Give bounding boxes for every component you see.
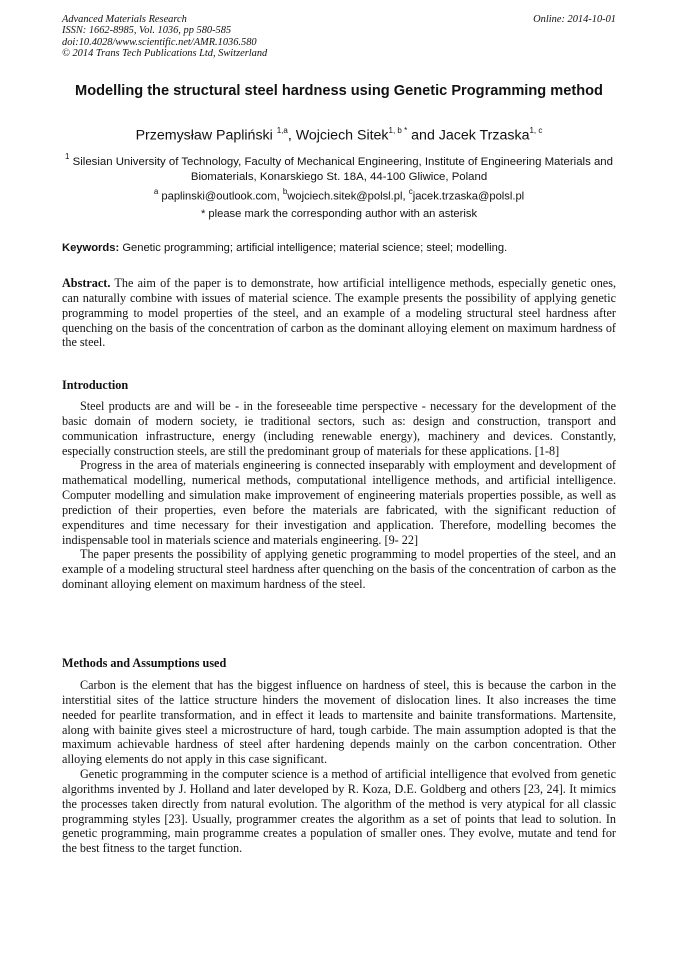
affiliation-text: Silesian University of Technology, Faculty of Mechanical Engineering, Institute of Engineering Materials and Biomaterials, Konarskiego St. 18A, 44-100 Gliwice, Poland bbox=[72, 155, 613, 183]
paragraph: Progress in the area of materials engineering is connected inseparably with employment and development of mathematical modelling, numerical methods, computational intelligence methods, and artificial intelligence. Computer modelling and simulation make improvement of engineering materials properties possible, as well as prediction of their properties, even before the materials are fabricated, with the significant reduction of expenditures and time necessary for their investigation and application. Therefore, modelling becomes the indispensable tool in materials science and materials engineering. [9- 22] bbox=[62, 458, 616, 547]
affiliation-sup: 1 bbox=[65, 152, 70, 161]
journal-issn: ISSN: 1662-8985, Vol. 1036, pp 580-585 bbox=[62, 25, 232, 37]
journal-info bbox=[62, 14, 267, 59]
journal-doi: doi:10.4028/www.scientific.net/AMR.1036.580 bbox=[62, 36, 257, 48]
paragraph: Steel products are and will be - in the foreseeable time perspective - necessary for the development of the basic domain of modern society, ie traditional sectors, such as: design and construction, transport and communication infrastructure, energy (including renewable energy), machinery and devices. Constantly, especially construction steels, are still the predominant group of materials for these applications. [1-8] bbox=[62, 399, 616, 458]
affiliation bbox=[62, 150, 616, 185]
corresponding-note: * please mark the corresponding author with an asterisk bbox=[200, 208, 478, 220]
keywords-text: Genetic programming; artificial intelligence; material science; steel; modelling. bbox=[122, 242, 508, 254]
journal-name: Advanced Materials Research bbox=[62, 14, 187, 25]
author-sup: 1, c bbox=[529, 126, 543, 135]
section-methods bbox=[62, 678, 616, 856]
author-sup: 1,a bbox=[276, 126, 288, 135]
email-sup: c bbox=[408, 187, 413, 196]
keywords-label: Keywords: bbox=[62, 242, 120, 254]
author-emails bbox=[62, 186, 616, 204]
paragraph: Genetic programming in the computer science is a method of artificial intelligence that evolved from genetic algorithms invented by J. Holland and later developed by R. Koza, D.E. Goldberg and others [23, 24]. It mimics the processes taken directly from natural evolution. The algorithm of the method is very atypical for all classic programming styles [23]. Usually, programmer creates the algorithm as a set of points that lead to solution. In genetic programming, main programme creates a population of smaller ones. They evolve, mutate and tend for the best fitness to the target function. bbox=[62, 767, 616, 856]
author-name: Przemysław Papliński bbox=[135, 127, 273, 144]
email-link[interactable]: wojciech.sitek@polsl.pl, bbox=[287, 190, 406, 203]
keywords bbox=[62, 241, 616, 255]
journal-copyright: © 2014 Trans Tech Publications Ltd, Switzerland bbox=[62, 47, 268, 59]
author-sup: 1, b * bbox=[388, 126, 408, 135]
abstract-paragraph bbox=[62, 276, 616, 350]
email-link[interactable]: jacek.trzaska@polsl.pl bbox=[412, 190, 525, 203]
abstract bbox=[62, 276, 616, 350]
author-conjunction: and bbox=[411, 127, 435, 144]
author-name: Wojciech Sitek bbox=[295, 127, 389, 144]
email-sup: b bbox=[282, 187, 288, 196]
section-heading-introduction: Introduction bbox=[62, 378, 129, 392]
author-list: Przemysław Papliński $^{1,a}$, Wojciech Sitek$^{1, b *}$ and Jacek Trzaska$^{1, c}$ bbox=[135, 126, 543, 144]
paper-title: Modelling the structural steel hardness using Genetic Programming method bbox=[75, 83, 603, 99]
email-sup: a bbox=[153, 187, 159, 196]
paragraph: The paper presents the possibility of applying genetic programming to model properties of the steel, and an example of a modeling structural steel hardness after quenching on the basis of the concentration of carbon as the dominant alloying element on maximum hardness of the steel. bbox=[62, 547, 616, 592]
paragraph: Carbon is the element that has the biggest influence on hardness of steel, this is because the carbon in the interstitial sites of the lattice structure hinders the movement of dislocation lines. It also increases the time needed for pearlite transformation, and in effect it leads to martensite and bainite transformations. Martensite, along with bainite gives steel a microstructure of hard, tough carbide. The main assumption adopted is that the maximum achievable hardness of steel after hardening depends mainly on the carbon concentration. Other alloying elements do not apply in this case significant. bbox=[62, 678, 616, 767]
abstract-text: The aim of the paper is to demonstrate, how artificial intelligence methods, especially genetic ones, can naturally combine with issues of material science. The example presents the possibility of applying genetic programming to model properties of the steel, and an example of a modeling structural steel hardness after quenching on the basis of the concentration of carbon as the dominant alloying element on maximum hardness of the steel. bbox=[62, 276, 616, 350]
section-introduction bbox=[62, 399, 616, 592]
journal-header bbox=[62, 14, 616, 59]
author-name: Jacek Trzaska bbox=[438, 127, 530, 144]
email-link[interactable]: paplinski@outlook.com, bbox=[161, 190, 280, 203]
section-heading-methods: Methods and Assumptions used bbox=[62, 656, 227, 670]
abstract-label: Abstract. bbox=[62, 276, 111, 290]
online-date: Online: 2014-10-01 bbox=[533, 14, 616, 25]
